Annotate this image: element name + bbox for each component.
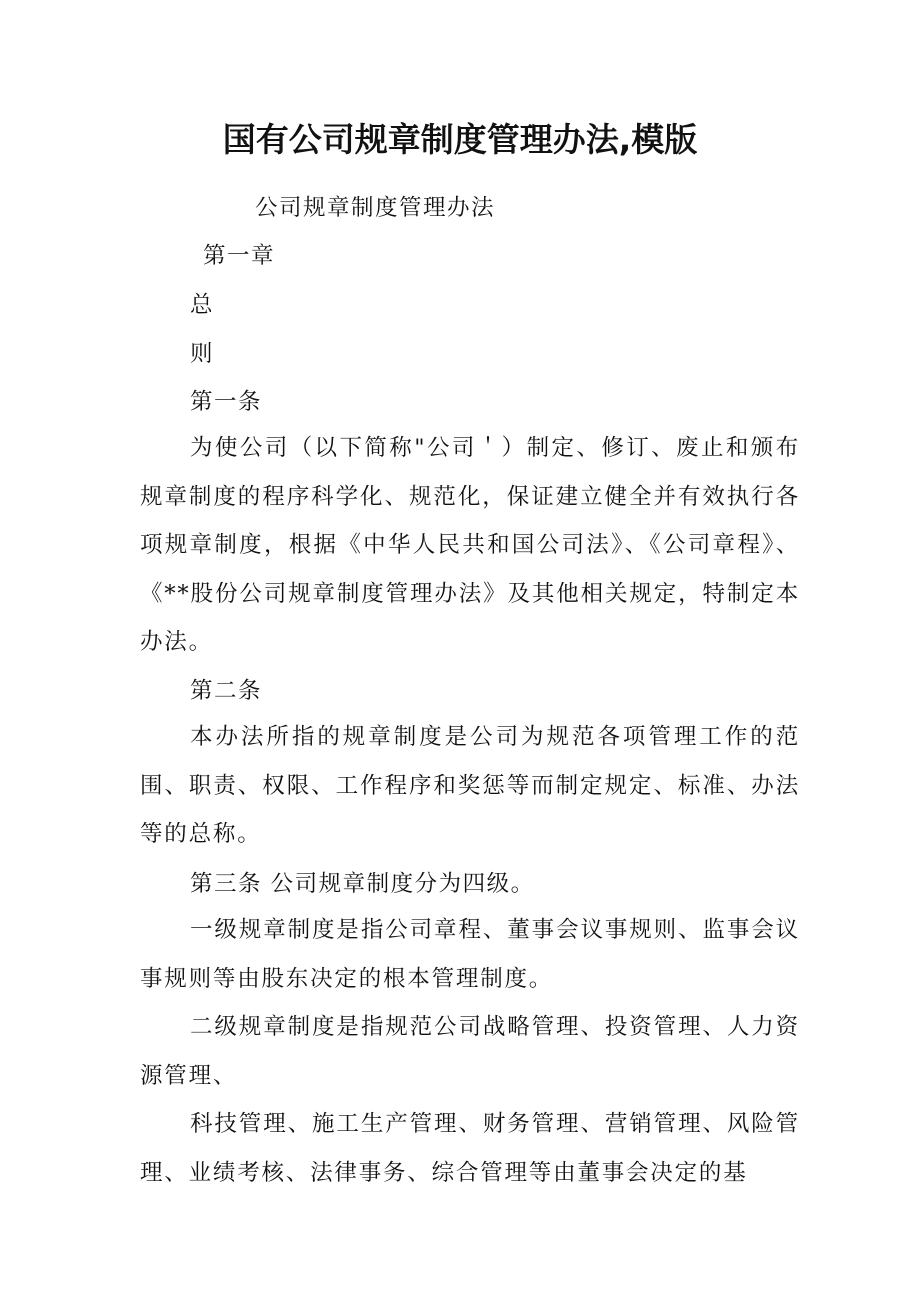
- article-2-heading: 第二条: [190, 678, 263, 704]
- level-1-rules-paragraph: 一级规章制度是指公司章程、董事会议事规则、监事会议事规则等由股东决定的根本管理制度。: [140, 917, 800, 992]
- chapter-title-part-1: 总: [190, 292, 215, 318]
- document-title: 国有公司规章制度管理办法,模版: [222, 120, 698, 159]
- chapter-title-part-2: 则: [190, 341, 215, 367]
- article-1-body: 为使公司（以下简称"公司＇）制定、修订、废止和颁布规章制度的程序科学化、规范化，保证建立健全并有效执行各项规章制度，根据《中华人民共和国公司法》、《公司章程》、《**股份公司规章制度管理办法》及其他相关规定，特制定本办法。: [140, 435, 800, 655]
- level-2-rules-paragraph: 二级规章制度是指规范公司战略管理、投资管理、人力资源管理、: [140, 1014, 800, 1089]
- article-3-heading: 第三条 公司规章制度分为四级。: [190, 871, 535, 897]
- document-subtitle: 公司规章制度管理办法: [255, 195, 496, 221]
- level-2-rules-continuation: 科技管理、施工生产管理、财务管理、营销管理、风险管理、业绩考核、法律事务、综合管理等由董事会决定的基: [140, 1111, 800, 1186]
- article-1-heading: 第一条: [190, 389, 263, 415]
- article-2-body: 本办法所指的规章制度是公司为规范各项管理工作的范围、职责、权限、工作程序和奖惩等而制定规定、标准、办法等的总称。: [140, 724, 800, 847]
- chapter-number: 第一章: [203, 243, 276, 269]
